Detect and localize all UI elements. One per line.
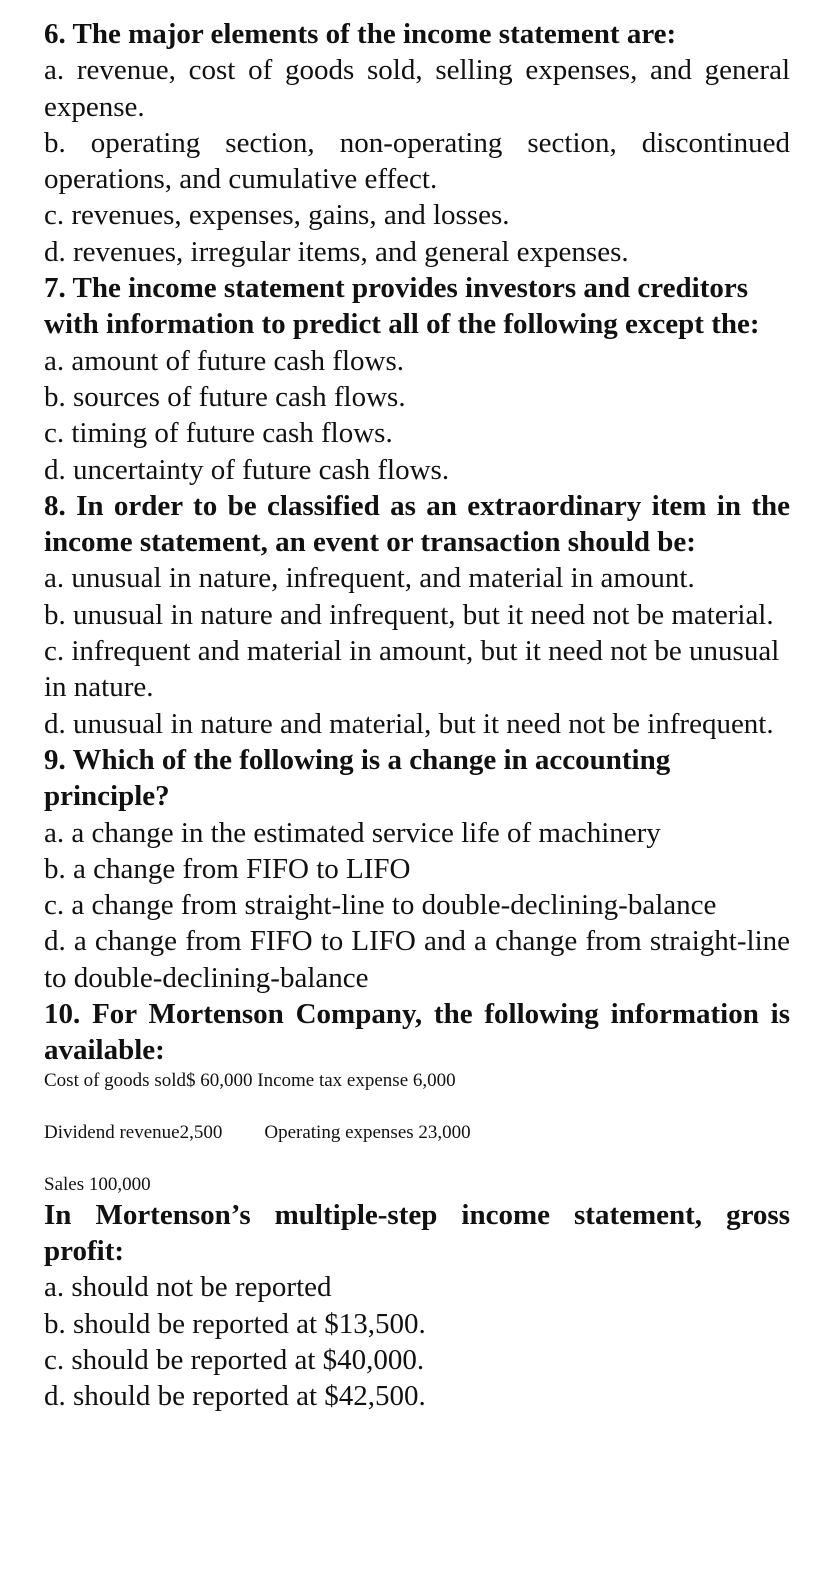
question-10-option-d: d. should be reported at $42,500.	[44, 1380, 426, 1413]
data-line-3	[44, 1173, 790, 1197]
question-8-stem: 8. In order to be classified as an extraordinary item in the income statement, an event or transaction should be:	[44, 489, 790, 559]
data-line-1	[44, 1069, 790, 1093]
question-7-option-a: a. amount of future cash flows.	[44, 344, 404, 377]
question-10-option-a: a. should not be reported	[44, 1271, 332, 1304]
question-8-option-b: b. unusual in nature and infrequent, but it need not be material.	[44, 598, 774, 631]
question-6-option-b: b. operating section, non-operating section, discontinued operations, and cumulative effect.	[44, 126, 790, 196]
question-9-option-a: a. a change in the estimated service life of machinery	[44, 816, 661, 849]
question-10-stem: 10. For Mortenson Company, the following information is available:	[44, 998, 790, 1067]
question-7-option-d: d. uncertainty of future cash flows.	[44, 453, 450, 486]
question-10-option-c: c. should be reported at $40,000.	[44, 1343, 425, 1376]
question-8-option-a: a. unusual in nature, infrequent, and material in amount.	[44, 562, 695, 595]
dividend-revenue-value: Dividend revenue2,500	[44, 1121, 223, 1143]
question-10-data	[44, 1069, 790, 1197]
question-8-option-c: c. infrequent and material in amount, but it need not be unusual in nature.	[44, 635, 780, 704]
question-10-option-b: b. should be reported at $13,500.	[44, 1307, 426, 1340]
question-6-option-d: d. revenues, irregular items, and general expenses.	[44, 235, 629, 268]
question-7-option-c: c. timing of future cash flows.	[44, 417, 393, 450]
question-10-stem-2: In Mortenson’s multiple-step income statement, gross profit:	[44, 1198, 790, 1267]
question-9-stem: 9. Which of the following is a change in accounting principle?	[44, 743, 671, 813]
question-9-option-d: d. a change from FIFO to LIFO and a change from straight-line to double-declining-balance	[44, 925, 790, 994]
question-7-stem: 7. The income statement provides investors and creditors with information to predict all of the following except the:	[44, 272, 760, 341]
question-8-option-d: d. unusual in nature and material, but it need not be infrequent.	[44, 707, 774, 740]
cogs-value: Cost of goods sold$ 60,000	[44, 1069, 253, 1091]
question-6-option-a: a. revenue, cost of goods sold, selling expenses, and general expense.	[44, 54, 790, 123]
question-9-option-b: b. a change from FIFO to LIFO	[44, 852, 411, 885]
income-tax-value: Income tax expense 6,000	[257, 1069, 456, 1091]
data-line-2	[44, 1121, 790, 1145]
question-document	[44, 16, 790, 1414]
sales-value: Sales 100,000	[44, 1173, 151, 1195]
question-9-option-c: c. a change from straight-line to double-declining-balance	[44, 889, 717, 922]
question-6-option-c: c. revenues, expenses, gains, and losses.	[44, 199, 510, 232]
question-6-stem: 6. The major elements of the income statement are:	[44, 18, 677, 50]
question-7-option-b: b. sources of future cash flows.	[44, 380, 406, 413]
operating-expenses-value: Operating expenses 23,000	[264, 1121, 471, 1143]
